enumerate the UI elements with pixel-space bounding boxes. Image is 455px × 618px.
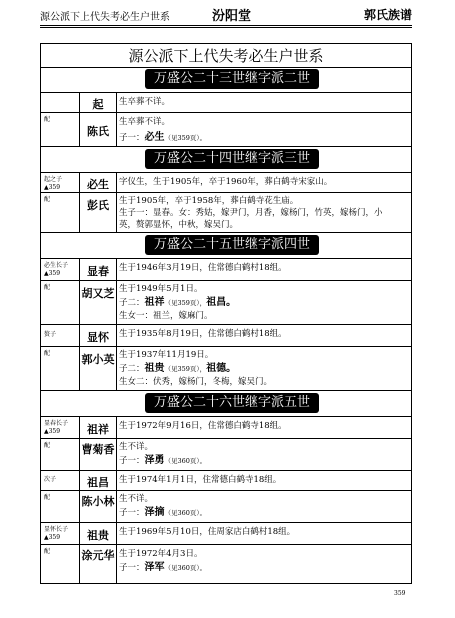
name-cell [80, 193, 117, 232]
generation-label: 万盛公二十四世继字派三世 [145, 149, 319, 169]
person-row [41, 259, 411, 281]
name-cell [80, 325, 117, 346]
child-name: 泽摘 [144, 507, 165, 518]
relation-cell: 必生长子 ▲359 [41, 259, 80, 280]
generation-band [41, 67, 411, 93]
detail-cell: 字仪生，生于1905年，卒于1960年，葬白鹤寺宋家山。 [119, 177, 333, 187]
person-name: 显春 [87, 265, 109, 278]
detail-cell: 生于1972年4月3日。 子一：泽军（见360页）。 [119, 549, 207, 573]
page-number: 359 [394, 590, 406, 597]
relation-cell: 起之子 ▲359 [41, 173, 80, 192]
header-rule [40, 25, 412, 26]
relation-cell: 显春长子 ▲359 [41, 417, 80, 438]
generation-label: 万盛公二十三世继字派二世 [145, 69, 319, 89]
person-name: 显怀 [87, 331, 109, 344]
generation-band [41, 147, 411, 173]
detail-cell: 生于1972年9月16日，住常德白鹤寺18组。 [119, 421, 287, 431]
name-cell [80, 113, 117, 146]
detail-cell: 生于1969年5月10日，住周家店白鹤村18组。 [119, 527, 296, 537]
detail-cell: 生于1905年，卒于1958年，葬白鹤寺花生庙。 生子一：显春。女：秀姑，嫁尹门，月香，嫁杨门，竹英，嫁杨门，小 英，赘郭显怀，中秋，嫁吴门。 [119, 196, 383, 230]
table-title: 源公派下上代失考必生户世系 [41, 45, 411, 68]
person-row [41, 281, 411, 325]
person-name: 起 [92, 98, 104, 111]
person-name: 祖祥 [87, 423, 109, 436]
child-name: 泽军 [144, 562, 165, 573]
person-row [41, 325, 411, 347]
relation-cell: 赘子 [41, 325, 80, 346]
child-name: 祖昌。 [206, 297, 237, 308]
person-row [41, 471, 411, 491]
name-cell [80, 491, 117, 522]
name-cell [80, 281, 117, 324]
child-name: 祖贵 [144, 363, 165, 374]
person-name: 郭小英 [81, 353, 115, 366]
name-cell [80, 471, 117, 490]
child-name: 祖德。 [206, 363, 237, 374]
header-hall-name: 汾阳堂 [212, 9, 252, 24]
detail-cell: 生于1949年5月1日。 子二：祖祥（见359页），祖昌。 生女一：祖兰，嫁麻门。 [119, 284, 237, 321]
generation-band [41, 391, 411, 417]
generation-band [41, 233, 411, 259]
person-row [41, 193, 411, 233]
detail-cell: 生于1935年8月19日，住常德白鹤村18组。 [119, 329, 287, 339]
relation-cell: 配 [41, 113, 80, 146]
detail-cell: 生于1946年3月19日，住常德白鹤村18组。 [119, 263, 287, 273]
child-name: 祖祥 [144, 297, 165, 308]
detail-cell: 生卒葬不详。 [119, 97, 171, 107]
detail-cell: 生不详。 子一：泽摘（见360页）。 [119, 494, 207, 518]
name-cell [80, 523, 117, 544]
person-row [41, 347, 411, 391]
generation-label: 万盛公二十六世继字派五世 [145, 393, 319, 413]
name-cell [80, 545, 117, 583]
relation-cell: 配 [41, 193, 80, 232]
person-row [41, 173, 411, 193]
person-row [41, 417, 411, 439]
detail-cell: 生不详。 子一：泽勇（见360页）。 [119, 442, 207, 466]
detail-cell: 生于1974年1月1日，住常德白鹤寺18组。 [119, 475, 282, 485]
name-cell [80, 347, 117, 390]
relation-cell [41, 93, 80, 112]
child-name: 泽勇 [144, 455, 165, 466]
person-row [41, 545, 411, 583]
person-name: 陈氏 [87, 125, 109, 138]
header-left-title: 源公派下上代失考必生户世系 [40, 12, 170, 23]
relation-cell: 配 [41, 439, 80, 470]
person-row [41, 491, 411, 523]
relation-cell: 显怀长子 ▲359 [41, 523, 80, 544]
name-cell [80, 93, 117, 112]
relation-cell: 配 [41, 347, 80, 390]
person-row [41, 113, 411, 147]
person-name: 必生 [87, 178, 109, 191]
person-name: 涂元华 [81, 549, 115, 562]
detail-cell: 生卒葬不详。 子一：必生（见359页）。 [119, 117, 207, 143]
name-cell [80, 439, 117, 470]
relation-cell: 次子 [41, 471, 80, 490]
generation-label: 万盛公二十五世继字派四世 [145, 235, 319, 255]
person-name: 曹菊香 [81, 443, 115, 456]
person-name: 彭氏 [87, 199, 109, 212]
relation-cell: 配 [41, 545, 80, 583]
detail-cell: 生于1937年11月19日。 子二：祖贵（见359页），祖德。 生女二：伏秀，嫁杨门，冬梅，嫁吴门。 [119, 350, 273, 387]
person-name: 祖贵 [87, 529, 109, 542]
relation-cell: 配 [41, 491, 80, 522]
relation-cell: 配 [41, 281, 80, 324]
child-name: 必生 [144, 132, 165, 143]
person-name: 祖昌 [87, 476, 109, 489]
name-cell [80, 417, 117, 438]
person-row [41, 93, 411, 113]
header-book-title: 郭氏族谱 [364, 8, 413, 22]
header-rule-thin [40, 27, 412, 28]
person-name: 陈小林 [81, 495, 115, 508]
page-header [0, 0, 455, 24]
person-row [41, 523, 411, 545]
name-cell [80, 173, 117, 192]
name-cell [80, 259, 117, 280]
person-row [41, 439, 411, 471]
person-name: 胡又芝 [81, 287, 115, 300]
